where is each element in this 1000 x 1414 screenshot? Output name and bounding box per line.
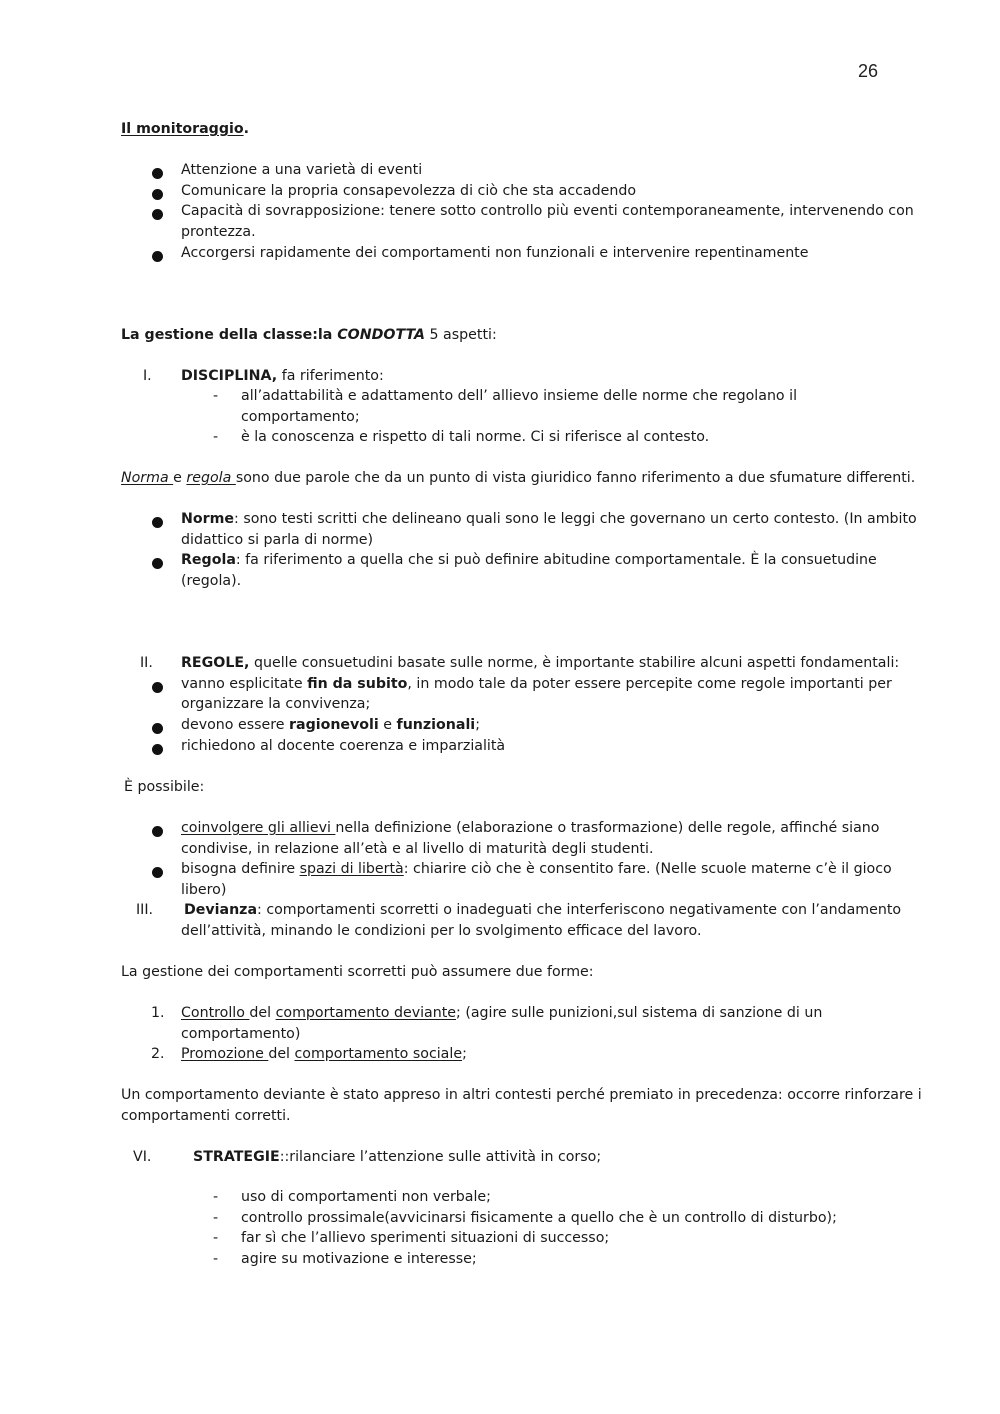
possibile-item-underlined: coinvolgere gli allievi: [181, 820, 336, 836]
norma-term: Norma: [121, 470, 174, 486]
regole-rest: quelle consuetudini basate sulle norme, è importante stabilire alcuni aspetti fondamentali:: [249, 655, 900, 671]
gestione-title-bold: La gestione della classe:la: [121, 327, 338, 343]
roman-numeral: III.: [136, 902, 154, 918]
list-item-continuation: condivise, in relazione all’età e al livello di maturità degli studenti.: [181, 841, 654, 857]
list-item: [181, 552, 877, 568]
list-number: 2.: [151, 1046, 165, 1062]
strategie-rest: ::rilanciare l’attenzione sulle attività in corso;: [279, 1149, 602, 1165]
list-item: Comunicare la propria consapevolezza di ciò che sta accadendo: [181, 183, 637, 199]
disciplina-heading: [181, 368, 384, 384]
forme-item-text: ;: [462, 1046, 467, 1062]
list-item-continuation: comportamento;: [241, 409, 360, 425]
forme-item-underlined: Controllo: [181, 1005, 250, 1021]
list-item: [181, 717, 480, 733]
dash-marker: -: [213, 1251, 219, 1267]
dash-marker: -: [213, 1189, 219, 1205]
regole-item-text: e: [378, 717, 397, 733]
bullet-icon: [152, 251, 163, 262]
definition-text: : fa riferimento a quella che si può definire abitudine comportamentale. È la consuetudine: [235, 552, 877, 568]
page-number: 26: [858, 61, 879, 81]
list-item-continuation: libero): [181, 882, 227, 898]
list-item: controllo prossimale(avvicinarsi fisicamente a quello che è un controllo di disturbo);: [241, 1210, 837, 1226]
norma-regola-paragraph: [121, 470, 915, 486]
forme-intro: La gestione dei comportamenti scorretti può assumere due forme:: [121, 964, 594, 980]
possibile-item-text: nella definizione (elaborazione o trasformazione) delle regole, affinché siano: [335, 820, 880, 836]
list-item-continuation: prontezza.: [181, 224, 256, 240]
list-item-continuation: dell’attività, minando le condizioni per lo svolgimento efficace del lavoro.: [181, 923, 702, 939]
gestione-title-rest: 5 aspetti:: [425, 327, 497, 343]
list-item: [181, 511, 917, 527]
section-title-monitoraggio: [121, 121, 249, 137]
list-item: Capacità di sovrapposizione: tenere sotto controllo più eventi contemporaneamente, intervenendo con: [181, 203, 914, 219]
list-number: 1.: [151, 1005, 165, 1021]
section-title-gestione: [121, 327, 497, 343]
devianza-rest: : comportamenti scorretti o inadeguati che interferiscono negativamente con l’andamento: [257, 902, 902, 918]
list-item: uso di comportamenti non verbale;: [241, 1189, 491, 1205]
paragraph-line: comportamenti corretti.: [121, 1108, 291, 1124]
regole-item-bold: ragionevoli: [289, 717, 379, 733]
bullet-icon: [152, 826, 163, 837]
roman-numeral: VI.: [133, 1149, 152, 1165]
list-item-continuation: organizzare la convivenza;: [181, 696, 371, 712]
regole-item-text: devono essere: [181, 717, 289, 733]
forme-item-underlined: comportamento sociale: [294, 1046, 463, 1062]
bullet-icon: [152, 517, 163, 528]
regole-item-bold: funzionali: [396, 717, 476, 733]
norma-regola-conj: e: [173, 470, 187, 486]
forme-item-underlined: Promozione: [181, 1046, 269, 1062]
bullet-icon: [152, 168, 163, 179]
bullet-icon: [152, 744, 163, 755]
bullet-icon: [152, 867, 163, 878]
forme-item-text: del: [268, 1046, 295, 1062]
bullet-icon: [152, 723, 163, 734]
numbered-item: [181, 1046, 467, 1062]
regole-item-text: , in modo tale da poter essere percepite come regole importanti per: [407, 676, 892, 692]
paragraph-line: Un comportamento deviante è stato appreso in altri contesti perché premiato in precedenza: occorre rinforzare i: [121, 1087, 922, 1103]
roman-numeral: II.: [140, 655, 153, 671]
disciplina-label: DISCIPLINA,: [181, 368, 278, 384]
monitoraggio-title: Il monitoraggio: [121, 121, 244, 137]
regola-term: regola: [186, 470, 236, 486]
dash-marker: -: [213, 388, 219, 404]
list-item-continuation: (regola).: [181, 573, 242, 589]
devianza-heading: [184, 902, 901, 918]
norma-regola-rest: sono due parole che da un punto di vista giuridico fanno riferimento a due sfumature differenti.: [235, 470, 916, 486]
list-item: Attenzione a una varietà di eventi: [181, 162, 423, 178]
devianza-label: Devianza: [184, 902, 258, 918]
regole-heading: [181, 655, 899, 671]
regole-label: REGOLE,: [181, 655, 250, 671]
bullet-icon: [152, 189, 163, 200]
disciplina-rest: fa riferimento:: [277, 368, 384, 384]
definition-term: Regola: [181, 552, 236, 568]
list-item: è la conoscenza e rispetto di tali norme. Ci si riferisce al contesto.: [241, 429, 710, 445]
list-item: far sì che l’allievo sperimenti situazioni di successo;: [241, 1230, 610, 1246]
bullet-icon: [152, 682, 163, 693]
numbered-item-continuation: comportamento): [181, 1026, 301, 1042]
definition-term: Norme: [181, 511, 235, 527]
list-item-continuation: didattico si parla di norme): [181, 532, 374, 548]
monitoraggio-title-dot: .: [243, 121, 249, 137]
regole-item-text: ;: [475, 717, 480, 733]
forme-item-text: del: [249, 1005, 276, 1021]
strategie-label: STRATEGIE: [193, 1149, 280, 1165]
bullet-icon: [152, 209, 163, 220]
list-item: Accorgersi rapidamente dei comportamenti non funzionali e intervenire repentinamente: [181, 245, 809, 261]
regole-item-bold: fin da subito: [307, 676, 408, 692]
dash-marker: -: [213, 1210, 219, 1226]
dash-marker: -: [213, 1230, 219, 1246]
possibile-label: È possibile:: [124, 779, 205, 795]
list-item: [181, 676, 892, 692]
definition-text: : sono testi scritti che delineano quali sono le leggi che governano un certo contesto. (In ambito: [234, 511, 917, 527]
list-item: [181, 861, 892, 877]
list-item: all’adattabilità e adattamento dell’ allievo insieme delle norme che regolano il: [241, 388, 798, 404]
list-item: richiedono al docente coerenza e imparzialità: [181, 738, 506, 754]
strategie-heading: [193, 1149, 601, 1165]
roman-numeral: I.: [143, 368, 152, 384]
bullet-icon: [152, 558, 163, 569]
numbered-item: [181, 1005, 822, 1021]
possibile-item-text: : chiarire ciò che è consentito fare. (Nelle scuole materne c’è il gioco: [403, 861, 892, 877]
forme-item-underlined: comportamento deviante: [275, 1005, 457, 1021]
list-item: agire su motivazione e interesse;: [241, 1251, 477, 1267]
possibile-item-text: bisogna definire: [181, 861, 300, 877]
list-item: [181, 820, 879, 836]
possibile-item-underlined: spazi di libertà: [299, 861, 404, 877]
gestione-title-italic: CONDOTTA: [337, 327, 426, 343]
forme-item-text: ; (agire sulle punizioni,sul sistema di sanzione di un: [456, 1005, 823, 1021]
dash-marker: -: [213, 429, 219, 445]
regole-item-text: vanno esplicitate: [181, 676, 308, 692]
